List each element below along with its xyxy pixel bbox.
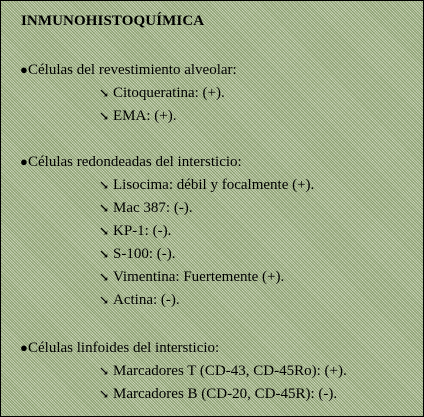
list-item <box>99 107 176 125</box>
list-item <box>99 362 347 380</box>
panel-title: INMUNOHISTOQUÍMICA <box>21 13 205 29</box>
section-heading-lymphoid <box>20 339 219 357</box>
arrow-down-right-icon: ↘ <box>99 109 110 123</box>
list-item <box>99 385 337 403</box>
section-heading-label: Células del revestimiento alveolar: <box>28 62 237 78</box>
arrow-down-right-icon: ↘ <box>99 201 110 215</box>
list-item-label: EMA: (+). <box>113 108 177 124</box>
list-item <box>99 291 180 309</box>
list-item-label: Marcadores B (CD-20, CD-45R): (-). <box>113 386 338 402</box>
arrow-down-right-icon: ↘ <box>99 178 110 192</box>
list-item-label: Lisocima: débil y focalmente (+). <box>113 177 315 193</box>
list-item <box>99 199 193 217</box>
section-heading-label: Células linfoides del intersticio: <box>28 340 220 356</box>
list-item-label: Citoqueratina: (+). <box>113 85 225 101</box>
list-item <box>99 268 284 286</box>
list-item-label: Marcadores T (CD-43, CD-45Ro): (+). <box>113 363 347 379</box>
section-heading-alveolar <box>20 61 237 79</box>
arrow-down-right-icon: ↘ <box>99 247 110 261</box>
bullet-icon: ● <box>20 154 28 169</box>
arrow-down-right-icon: ↘ <box>99 387 110 401</box>
section-heading-round-cells <box>20 153 242 171</box>
arrow-down-right-icon: ↘ <box>99 364 110 378</box>
arrow-down-right-icon: ↘ <box>99 224 110 238</box>
list-item <box>99 84 225 102</box>
arrow-down-right-icon: ↘ <box>99 270 110 284</box>
list-item <box>99 176 314 194</box>
arrow-down-right-icon: ↘ <box>99 86 110 100</box>
list-item <box>99 245 176 263</box>
bullet-icon: ● <box>20 340 28 355</box>
list-item-label: Vimentina: Fuertemente (+). <box>113 269 285 285</box>
list-item <box>99 222 171 240</box>
list-item-label: S-100: (-). <box>113 246 176 262</box>
list-item-label: Mac 387: (-). <box>113 200 193 216</box>
list-item-label: Actina: (-). <box>113 292 180 308</box>
section-heading-label: Células redondeadas del intersticio: <box>28 154 242 170</box>
list-item-label: KP-1: (-). <box>113 223 172 239</box>
arrow-down-right-icon: ↘ <box>99 293 110 307</box>
bullet-icon: ● <box>20 62 28 77</box>
